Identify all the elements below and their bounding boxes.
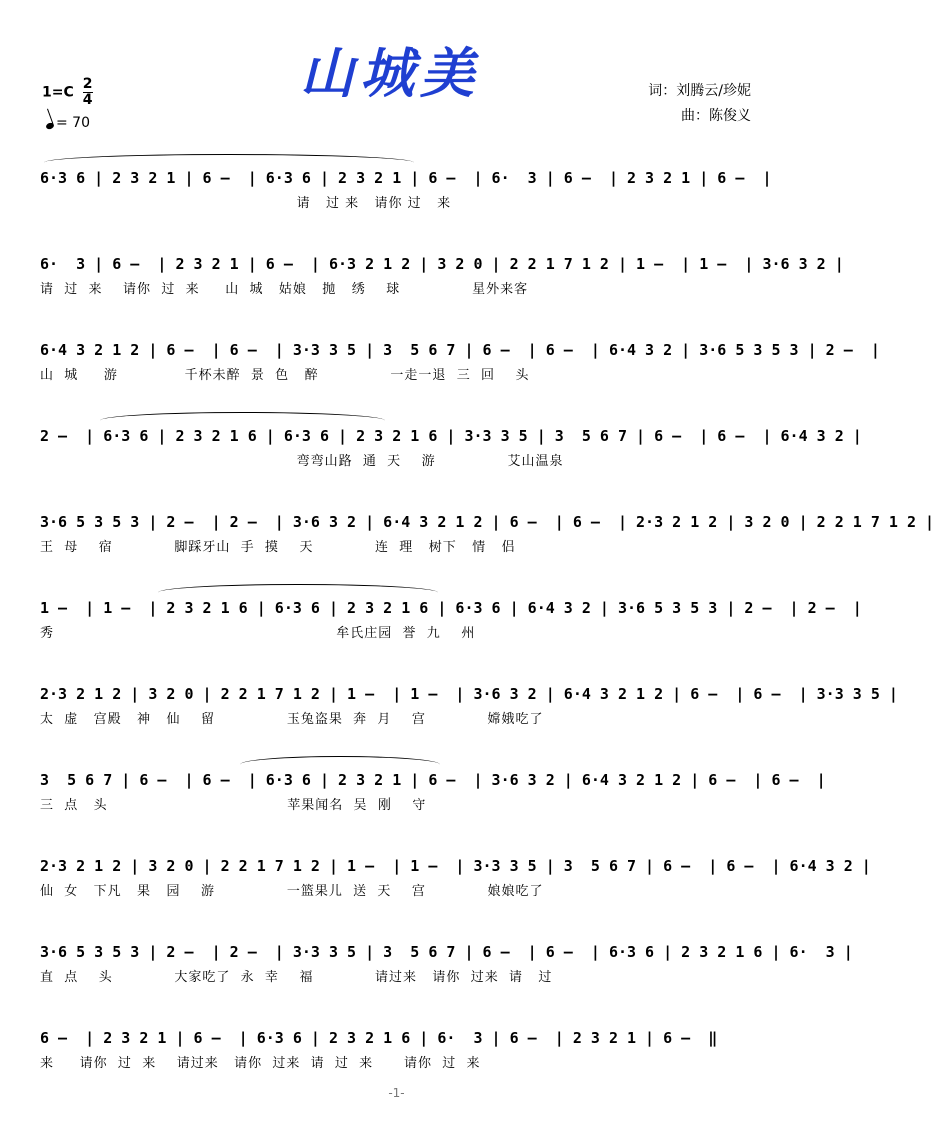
lyrics-line: 来 请你 过 来 请过来 请你 过来 请 过 来 请你 过 来	[40, 1056, 481, 1071]
score-row	[40, 150, 772, 230]
lyrics-line: 直 点 头 大家吃了 永 幸 福 请过来 请你 过来 请 过	[40, 970, 553, 985]
notation-line: 3 5 6 7 | 6 – | 6 – | 6·3 6 | 2 3 2 1 | 6 – | 3·6 3 2 | 6·4 3 2 1 2 | 6 – | 6 – |	[40, 771, 826, 789]
lyrics-line: 王 母 宿 脚踩牙山 手 摸 天 连 理 树下 情 侣	[40, 540, 516, 555]
score-row	[40, 322, 880, 402]
time-signature	[83, 78, 93, 107]
notation-line: 2 – | 6·3 6 | 2 3 2 1 6 | 6·3 6 | 2 3 2 1 6 | 3·3 3 5 | 3 5 6 7 | 6 – | 6 – | 6·4 3 2 |	[40, 427, 862, 445]
notation-line: 6 – | 2 3 2 1 | 6 – | 6·3 6 | 2 3 2 1 6 | 6· 3 | 6 – | 2 3 2 1 | 6 – ‖	[40, 1029, 718, 1047]
composer-credit: 曲：陈俊义	[681, 108, 751, 124]
notation-line: 1 – | 1 – | 2 3 2 1 6 | 6·3 6 | 2 3 2 1 6 | 6·3 6 | 6·4 3 2 | 3·6 5 3 5 3 | 2 – | 2 – |	[40, 599, 862, 617]
song-title: 山城美	[300, 41, 480, 105]
notation-line: 6·3 6 | 2 3 2 1 | 6 – | 6·3 6 | 2 3 2 1 | 6 – | 6· 3 | 6 – | 2 3 2 1 | 6 – |	[40, 169, 772, 187]
notation-line: 2·3 2 1 2 | 3 2 0 | 2 2 1 7 1 2 | 1 – | 1 – | 3·6 3 2 | 6·4 3 2 1 2 | 6 – | 6 – | 3·3 3 5 |	[40, 685, 898, 703]
score-row	[40, 1010, 755, 1090]
score-row	[40, 408, 862, 488]
lyrics-line: 山 城 游 千杯未醉 景 色 醉 一走一退 三 回 头	[40, 368, 530, 383]
score-row	[40, 666, 898, 746]
lyrics-line: 仙 女 下凡 果 园 游 一篮果儿 送 天 宫 娘娘吃了	[40, 884, 544, 899]
time-top: 2	[82, 76, 93, 92]
score-row	[40, 494, 934, 574]
time-bottom: 4	[82, 92, 93, 108]
notation-line: 6·4 3 2 1 2 | 6 – | 6 – | 3·3 3 5 | 3 5 6 7 | 6 – | 6 – | 6·4 3 2 | 3·6 5 3 5 3 | 2 – |	[40, 341, 880, 359]
score-row	[40, 924, 853, 1004]
key-text: 1=C	[42, 84, 74, 101]
quarter-note-icon	[45, 122, 55, 130]
notation-line: 3·6 5 3 5 3 | 2 – | 2 – | 3·3 3 5 | 3 5 6 7 | 6 – | 6 – | 6·3 6 | 2 3 2 1 6 | 6· 3 |	[40, 943, 853, 961]
lyrics-line: 弯弯山路 通 天 游 艾山温泉	[40, 454, 564, 469]
notation-line: 3·6 5 3 5 3 | 2 – | 2 – | 3·6 3 2 | 6·4 3 2 1 2 | 6 – | 6 – | 2·3 2 1 2 | 3 2 0 | 2 2 1 7 1 2 |	[40, 513, 934, 531]
lyrics-line: 太 虚 宫殿 神 仙 留 玉兔盗果 奔 月 宫 嫦娥吃了	[40, 712, 544, 727]
lyrics-line: 三 点 头 苹果闻名 吴 刚 守	[40, 798, 427, 813]
score-row	[40, 752, 826, 832]
notation-line: 6· 3 | 6 – | 2 3 2 1 | 6 – | 6·3 2 1 2 | 3 2 0 | 2 2 1 7 1 2 | 1 – | 1 – | 3·6 3 2 |	[40, 255, 844, 273]
tempo-marking	[46, 114, 90, 132]
score-row	[40, 236, 844, 316]
notation-line: 2·3 2 1 2 | 3 2 0 | 2 2 1 7 1 2 | 1 – | 1 – | 3·3 3 5 | 3 5 6 7 | 6 – | 6 – | 6·4 3 2 |	[40, 857, 871, 875]
lyrics-line: 请 过 来 请你 过 来 山 城 姑娘 抛 绣 球 星外来客	[40, 282, 529, 297]
lyricist-credit: 词：刘腾云/珍妮	[648, 83, 751, 99]
score-row	[40, 580, 862, 660]
tempo-text: = 70	[56, 115, 90, 131]
lyrics-line: 秀 牟氏庄园 誉 九 州	[40, 626, 476, 641]
page-number: -1-	[388, 1086, 405, 1100]
lyrics-line: 请 过 来 请你 过 来	[40, 196, 452, 211]
key-signature	[42, 78, 93, 107]
score-row	[40, 838, 871, 918]
